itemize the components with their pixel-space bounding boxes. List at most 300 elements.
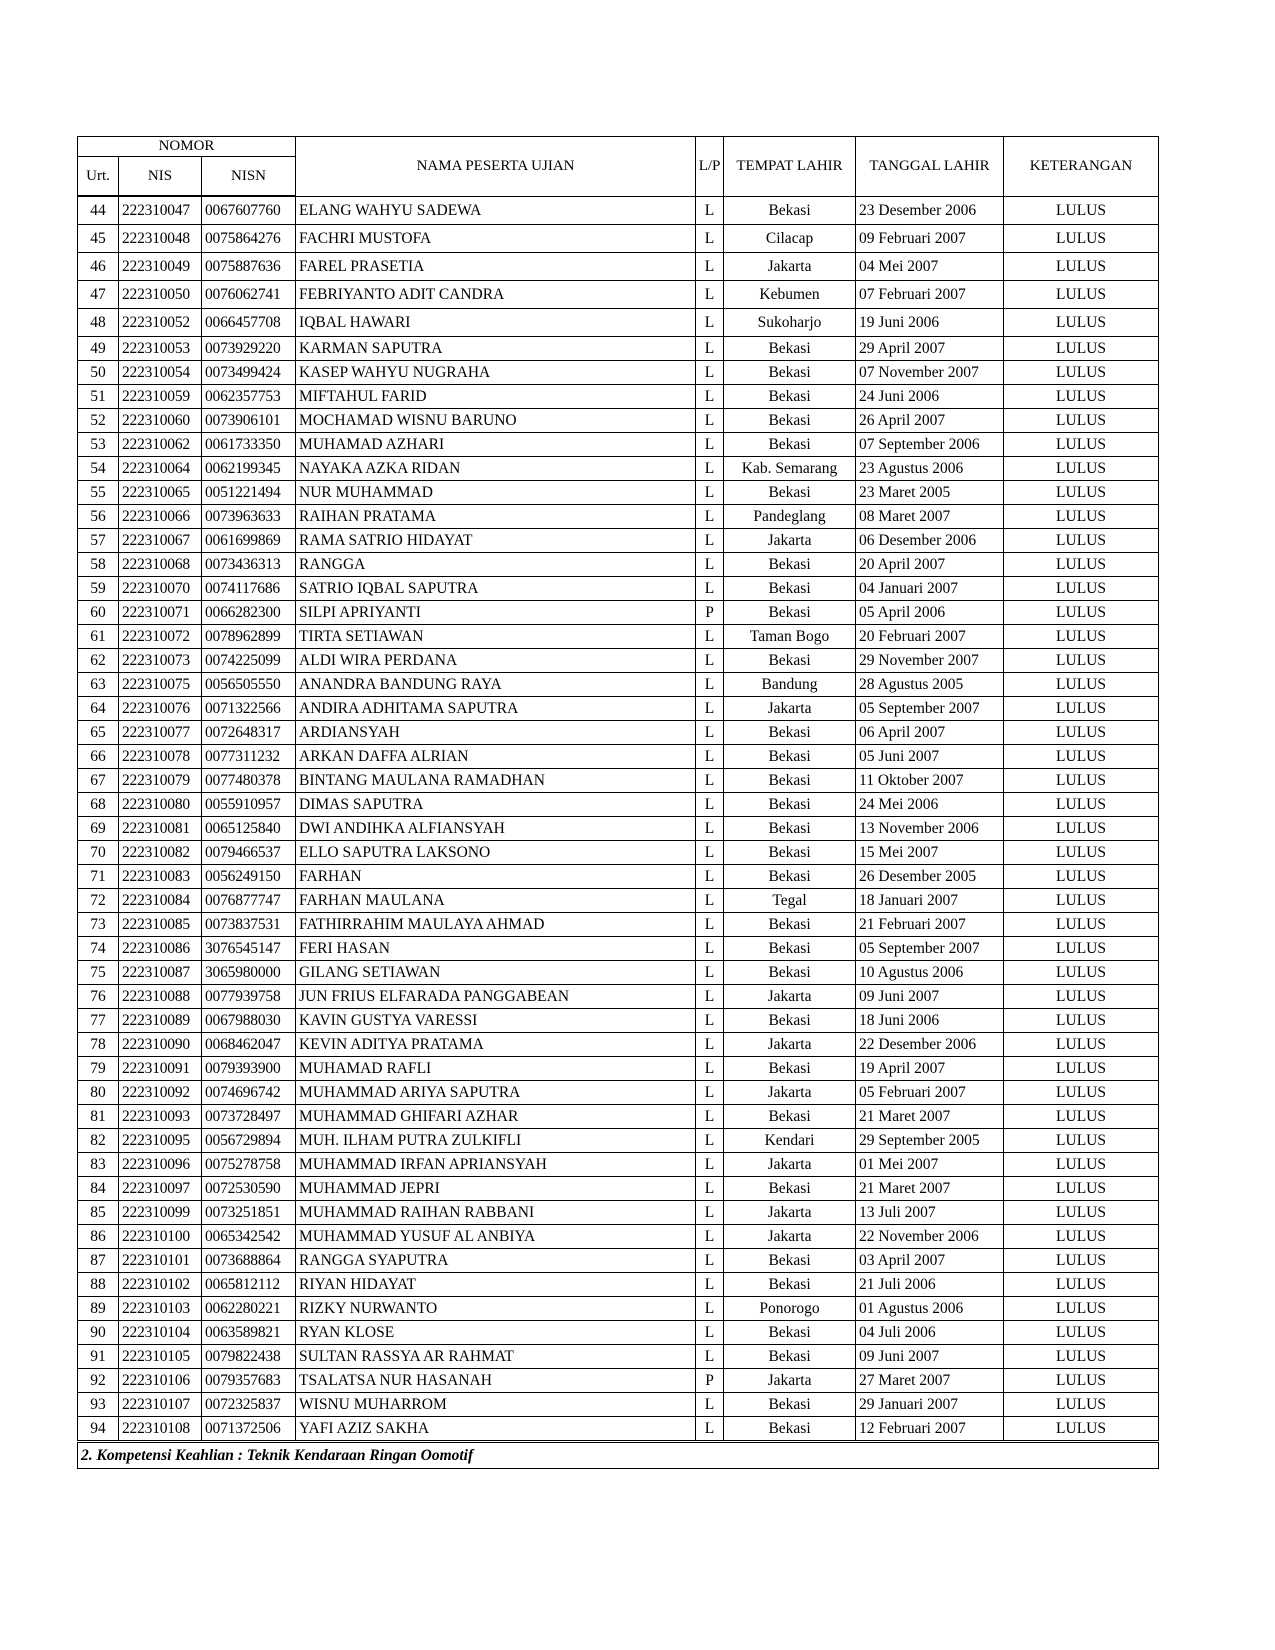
cell-tanggal-lahir: 28 Agustus 2005 — [856, 673, 1004, 697]
section-footer: 2. Kompetensi Keahlian : Teknik Kendaraan Ringan Oomotif — [78, 1442, 1159, 1469]
cell-nisn: 0073688864 — [202, 1249, 296, 1273]
cell-nis: 222310099 — [119, 1201, 202, 1225]
table-row — [78, 481, 1159, 505]
cell-urt: 94 — [78, 1417, 119, 1442]
cell-tanggal-lahir: 09 Juni 2007 — [856, 1345, 1004, 1369]
cell-nisn: 0073837531 — [202, 913, 296, 937]
cell-nama: MUHAMMAD IRFAN APRIANSYAH — [296, 1153, 696, 1177]
cell-nis: 222310102 — [119, 1273, 202, 1297]
table-row — [78, 385, 1159, 409]
cell-tempat-lahir: Bekasi — [724, 1321, 856, 1345]
cell-lp: L — [696, 1297, 724, 1321]
cell-nis: 222310048 — [119, 225, 202, 253]
cell-lp: L — [696, 1177, 724, 1201]
cell-keterangan: LULUS — [1004, 457, 1159, 481]
cell-nisn: 0066282300 — [202, 601, 296, 625]
cell-keterangan: LULUS — [1004, 253, 1159, 281]
cell-nis: 222310103 — [119, 1297, 202, 1321]
table-row — [78, 309, 1159, 337]
cell-tempat-lahir: Bekasi — [724, 1009, 856, 1033]
cell-keterangan: LULUS — [1004, 1321, 1159, 1345]
cell-urt: 77 — [78, 1009, 119, 1033]
cell-tanggal-lahir: 24 Mei 2006 — [856, 793, 1004, 817]
cell-tempat-lahir: Bekasi — [724, 481, 856, 505]
cell-keterangan: LULUS — [1004, 913, 1159, 937]
cell-tempat-lahir: Bekasi — [724, 649, 856, 673]
cell-keterangan: LULUS — [1004, 309, 1159, 337]
cell-keterangan: LULUS — [1004, 1225, 1159, 1249]
cell-nama: YAFI AZIZ SAKHA — [296, 1417, 696, 1442]
cell-nis: 222310086 — [119, 937, 202, 961]
cell-nis: 222310067 — [119, 529, 202, 553]
cell-nis: 222310090 — [119, 1033, 202, 1057]
cell-keterangan: LULUS — [1004, 1417, 1159, 1442]
cell-tanggal-lahir: 29 November 2007 — [856, 649, 1004, 673]
cell-urt: 67 — [78, 769, 119, 793]
cell-nisn: 0061699869 — [202, 529, 296, 553]
cell-nis: 222310049 — [119, 253, 202, 281]
cell-tempat-lahir: Bekasi — [724, 553, 856, 577]
cell-nisn: 0073436313 — [202, 553, 296, 577]
cell-tanggal-lahir: 23 Agustus 2006 — [856, 457, 1004, 481]
cell-keterangan: LULUS — [1004, 1129, 1159, 1153]
cell-keterangan: LULUS — [1004, 889, 1159, 913]
cell-keterangan: LULUS — [1004, 529, 1159, 553]
cell-keterangan: LULUS — [1004, 1105, 1159, 1129]
cell-tanggal-lahir: 19 April 2007 — [856, 1057, 1004, 1081]
cell-nis: 222310070 — [119, 577, 202, 601]
cell-urt: 78 — [78, 1033, 119, 1057]
cell-nama: MOCHAMAD WISNU BARUNO — [296, 409, 696, 433]
cell-tanggal-lahir: 18 Januari 2007 — [856, 889, 1004, 913]
cell-nisn: 0077939758 — [202, 985, 296, 1009]
cell-tanggal-lahir: 29 April 2007 — [856, 337, 1004, 361]
cell-keterangan: LULUS — [1004, 225, 1159, 253]
cell-nisn: 0076877747 — [202, 889, 296, 913]
cell-nisn: 0075278758 — [202, 1153, 296, 1177]
cell-nama: ARDIANSYAH — [296, 721, 696, 745]
cell-nis: 222310076 — [119, 697, 202, 721]
cell-nis: 222310071 — [119, 601, 202, 625]
cell-tempat-lahir: Bekasi — [724, 721, 856, 745]
table-row — [78, 937, 1159, 961]
cell-nisn: 0067988030 — [202, 1009, 296, 1033]
table-row — [78, 1033, 1159, 1057]
cell-nisn: 0079822438 — [202, 1345, 296, 1369]
table-row — [78, 1201, 1159, 1225]
cell-nis: 222310096 — [119, 1153, 202, 1177]
cell-tanggal-lahir: 09 Februari 2007 — [856, 225, 1004, 253]
cell-lp: L — [696, 1225, 724, 1249]
cell-tanggal-lahir: 11 Oktober 2007 — [856, 769, 1004, 793]
cell-nis: 222310092 — [119, 1081, 202, 1105]
cell-keterangan: LULUS — [1004, 625, 1159, 649]
cell-nisn: 0067607760 — [202, 196, 296, 225]
cell-lp: L — [696, 985, 724, 1009]
cell-nama: FARHAN MAULANA — [296, 889, 696, 913]
cell-tanggal-lahir: 07 September 2006 — [856, 433, 1004, 457]
cell-tempat-lahir: Pandeglang — [724, 505, 856, 529]
cell-tempat-lahir: Jakarta — [724, 1033, 856, 1057]
cell-tanggal-lahir: 22 Desember 2006 — [856, 1033, 1004, 1057]
cell-nama: TIRTA SETIAWAN — [296, 625, 696, 649]
cell-nisn: 0073499424 — [202, 361, 296, 385]
cell-tanggal-lahir: 06 Desember 2006 — [856, 529, 1004, 553]
cell-nis: 222310052 — [119, 309, 202, 337]
cell-nis: 222310107 — [119, 1393, 202, 1417]
cell-nisn: 0055910957 — [202, 793, 296, 817]
cell-keterangan: LULUS — [1004, 281, 1159, 309]
cell-nama: RANGGA — [296, 553, 696, 577]
cell-tanggal-lahir: 20 Februari 2007 — [856, 625, 1004, 649]
cell-nisn: 0073728497 — [202, 1105, 296, 1129]
cell-tempat-lahir: Bekasi — [724, 1249, 856, 1273]
cell-tanggal-lahir: 24 Juni 2006 — [856, 385, 1004, 409]
cell-nama: SULTAN RASSYA AR RAHMAT — [296, 1345, 696, 1369]
cell-keterangan: LULUS — [1004, 1057, 1159, 1081]
cell-tanggal-lahir: 04 Juli 2006 — [856, 1321, 1004, 1345]
cell-nis: 222310093 — [119, 1105, 202, 1129]
cell-nisn: 0075887636 — [202, 253, 296, 281]
cell-nama: FEBRIYANTO ADIT CANDRA — [296, 281, 696, 309]
cell-tempat-lahir: Bekasi — [724, 1417, 856, 1442]
cell-nis: 222310072 — [119, 625, 202, 649]
cell-nis: 222310089 — [119, 1009, 202, 1033]
cell-nisn: 0056729894 — [202, 1129, 296, 1153]
cell-urt: 79 — [78, 1057, 119, 1081]
cell-tempat-lahir: Jakarta — [724, 985, 856, 1009]
cell-nisn: 0066457708 — [202, 309, 296, 337]
table-row — [78, 1057, 1159, 1081]
cell-urt: 71 — [78, 865, 119, 889]
cell-nis: 222310084 — [119, 889, 202, 913]
cell-urt: 76 — [78, 985, 119, 1009]
cell-nisn: 0079393900 — [202, 1057, 296, 1081]
cell-lp: L — [696, 457, 724, 481]
header-nama: NAMA PESERTA UJIAN — [296, 137, 696, 197]
cell-urt: 91 — [78, 1345, 119, 1369]
cell-lp: L — [696, 937, 724, 961]
table-row — [78, 1225, 1159, 1249]
cell-urt: 89 — [78, 1297, 119, 1321]
cell-tanggal-lahir: 09 Juni 2007 — [856, 985, 1004, 1009]
cell-nama: ARKAN DAFFA ALRIAN — [296, 745, 696, 769]
cell-urt: 65 — [78, 721, 119, 745]
cell-tanggal-lahir: 21 Maret 2007 — [856, 1177, 1004, 1201]
cell-urt: 86 — [78, 1225, 119, 1249]
cell-nama: RAMA SATRIO HIDAYAT — [296, 529, 696, 553]
cell-nisn: 0074117686 — [202, 577, 296, 601]
table-row — [78, 1105, 1159, 1129]
cell-nama: KEVIN ADITYA PRATAMA — [296, 1033, 696, 1057]
table-row — [78, 1369, 1159, 1393]
cell-nis: 222310083 — [119, 865, 202, 889]
table-body — [78, 196, 1159, 1442]
table-row — [78, 1321, 1159, 1345]
cell-tempat-lahir: Bekasi — [724, 1273, 856, 1297]
table-row — [78, 1345, 1159, 1369]
cell-urt: 62 — [78, 649, 119, 673]
cell-tanggal-lahir: 23 Desember 2006 — [856, 196, 1004, 225]
table-row — [78, 1417, 1159, 1442]
cell-nis: 222310060 — [119, 409, 202, 433]
cell-lp: L — [696, 913, 724, 937]
cell-nisn: 0077480378 — [202, 769, 296, 793]
cell-lp: L — [696, 481, 724, 505]
cell-tempat-lahir: Bekasi — [724, 1057, 856, 1081]
cell-nama: KASEP WAHYU NUGRAHA — [296, 361, 696, 385]
cell-tempat-lahir: Jakarta — [724, 1201, 856, 1225]
cell-nisn: 0051221494 — [202, 481, 296, 505]
cell-nisn: 0071322566 — [202, 697, 296, 721]
cell-tempat-lahir: Bandung — [724, 673, 856, 697]
table-row — [78, 553, 1159, 577]
cell-keterangan: LULUS — [1004, 601, 1159, 625]
cell-nama: MUH. ILHAM PUTRA ZULKIFLI — [296, 1129, 696, 1153]
cell-tempat-lahir: Jakarta — [724, 529, 856, 553]
cell-tanggal-lahir: 26 Desember 2005 — [856, 865, 1004, 889]
cell-nis: 222310054 — [119, 361, 202, 385]
header-keterangan: KETERANGAN — [1004, 137, 1159, 197]
cell-nis: 222310081 — [119, 817, 202, 841]
table-row — [78, 817, 1159, 841]
cell-nama: FACHRI MUSTOFA — [296, 225, 696, 253]
cell-tempat-lahir: Bekasi — [724, 385, 856, 409]
cell-lp: L — [696, 961, 724, 985]
cell-tempat-lahir: Jakarta — [724, 1081, 856, 1105]
cell-keterangan: LULUS — [1004, 937, 1159, 961]
cell-tempat-lahir: Bekasi — [724, 937, 856, 961]
table-row — [78, 889, 1159, 913]
table-row — [78, 1129, 1159, 1153]
cell-nama: ELANG WAHYU SADEWA — [296, 196, 696, 225]
cell-keterangan: LULUS — [1004, 649, 1159, 673]
cell-tempat-lahir: Kab. Semarang — [724, 457, 856, 481]
cell-keterangan: LULUS — [1004, 985, 1159, 1009]
cell-nis: 222310073 — [119, 649, 202, 673]
cell-nama: MUHAMMAD ARIYA SAPUTRA — [296, 1081, 696, 1105]
cell-urt: 69 — [78, 817, 119, 841]
cell-lp: L — [696, 697, 724, 721]
cell-urt: 48 — [78, 309, 119, 337]
cell-tempat-lahir: Ponorogo — [724, 1297, 856, 1321]
cell-keterangan: LULUS — [1004, 505, 1159, 529]
cell-nisn: 0065125840 — [202, 817, 296, 841]
cell-urt: 73 — [78, 913, 119, 937]
cell-tanggal-lahir: 07 November 2007 — [856, 361, 1004, 385]
cell-urt: 58 — [78, 553, 119, 577]
cell-urt: 60 — [78, 601, 119, 625]
cell-urt: 90 — [78, 1321, 119, 1345]
table-row — [78, 196, 1159, 225]
cell-nama: RIYAN HIDAYAT — [296, 1273, 696, 1297]
cell-keterangan: LULUS — [1004, 697, 1159, 721]
cell-nisn: 0063589821 — [202, 1321, 296, 1345]
cell-nis: 222310100 — [119, 1225, 202, 1249]
cell-keterangan: LULUS — [1004, 577, 1159, 601]
cell-nama: MUHAMMAD YUSUF AL ANBIYA — [296, 1225, 696, 1249]
cell-nis: 222310079 — [119, 769, 202, 793]
cell-tempat-lahir: Bekasi — [724, 433, 856, 457]
cell-nisn: 0071372506 — [202, 1417, 296, 1442]
cell-keterangan: LULUS — [1004, 1297, 1159, 1321]
cell-nisn: 0065342542 — [202, 1225, 296, 1249]
cell-nisn: 0062280221 — [202, 1297, 296, 1321]
table-row — [78, 601, 1159, 625]
cell-nama: MUHAMMAD RAIHAN RABBANI — [296, 1201, 696, 1225]
cell-nisn: 0076062741 — [202, 281, 296, 309]
cell-tanggal-lahir: 21 Juli 2006 — [856, 1273, 1004, 1297]
cell-nama: RYAN KLOSE — [296, 1321, 696, 1345]
cell-lp: L — [696, 1033, 724, 1057]
cell-nisn: 0068462047 — [202, 1033, 296, 1057]
cell-urt: 74 — [78, 937, 119, 961]
table-row — [78, 505, 1159, 529]
cell-nis: 222310085 — [119, 913, 202, 937]
cell-lp: P — [696, 1369, 724, 1393]
cell-tempat-lahir: Kebumen — [724, 281, 856, 309]
cell-urt: 45 — [78, 225, 119, 253]
cell-lp: L — [696, 577, 724, 601]
cell-lp: L — [696, 196, 724, 225]
cell-urt: 56 — [78, 505, 119, 529]
cell-urt: 75 — [78, 961, 119, 985]
cell-urt: 72 — [78, 889, 119, 913]
cell-keterangan: LULUS — [1004, 385, 1159, 409]
table-row — [78, 769, 1159, 793]
cell-tempat-lahir: Taman Bogo — [724, 625, 856, 649]
cell-urt: 51 — [78, 385, 119, 409]
cell-nisn: 0074696742 — [202, 1081, 296, 1105]
graduation-table — [77, 136, 1159, 1469]
cell-tempat-lahir: Tegal — [724, 889, 856, 913]
cell-keterangan: LULUS — [1004, 433, 1159, 457]
cell-urt: 83 — [78, 1153, 119, 1177]
cell-tanggal-lahir: 18 Juni 2006 — [856, 1009, 1004, 1033]
cell-nis: 222310105 — [119, 1345, 202, 1369]
cell-nisn: 0079357683 — [202, 1369, 296, 1393]
cell-tanggal-lahir: 21 Februari 2007 — [856, 913, 1004, 937]
cell-urt: 63 — [78, 673, 119, 697]
cell-tempat-lahir: Jakarta — [724, 253, 856, 281]
cell-lp: L — [696, 1057, 724, 1081]
cell-lp: L — [696, 1081, 724, 1105]
cell-tempat-lahir: Bekasi — [724, 409, 856, 433]
cell-urt: 61 — [78, 625, 119, 649]
cell-nama: KAVIN GUSTYA VARESSI — [296, 1009, 696, 1033]
cell-keterangan: LULUS — [1004, 1177, 1159, 1201]
cell-nisn: 0072648317 — [202, 721, 296, 745]
cell-tempat-lahir: Sukoharjo — [724, 309, 856, 337]
cell-lp: L — [696, 1249, 724, 1273]
cell-lp: L — [696, 1345, 724, 1369]
cell-keterangan: LULUS — [1004, 841, 1159, 865]
cell-nama: WISNU MUHARROM — [296, 1393, 696, 1417]
cell-tempat-lahir: Bekasi — [724, 337, 856, 361]
cell-nisn: 0072325837 — [202, 1393, 296, 1417]
cell-urt: 85 — [78, 1201, 119, 1225]
cell-nisn: 0072530590 — [202, 1177, 296, 1201]
cell-urt: 70 — [78, 841, 119, 865]
cell-tanggal-lahir: 29 September 2005 — [856, 1129, 1004, 1153]
header-tanggal-lahir: TANGGAL LAHIR — [856, 137, 1004, 197]
cell-keterangan: LULUS — [1004, 1249, 1159, 1273]
cell-nama: MUHAMAD RAFLI — [296, 1057, 696, 1081]
cell-keterangan: LULUS — [1004, 961, 1159, 985]
cell-lp: L — [696, 225, 724, 253]
cell-nis: 222310064 — [119, 457, 202, 481]
cell-tanggal-lahir: 05 Februari 2007 — [856, 1081, 1004, 1105]
cell-nama: GILANG SETIAWAN — [296, 961, 696, 985]
cell-nis: 222310053 — [119, 337, 202, 361]
table-row — [78, 1177, 1159, 1201]
header-lp: L/P — [696, 137, 724, 197]
cell-urt: 92 — [78, 1369, 119, 1393]
table-row — [78, 253, 1159, 281]
table-row — [78, 1249, 1159, 1273]
cell-nama: SATRIO IQBAL SAPUTRA — [296, 577, 696, 601]
table-row — [78, 1393, 1159, 1417]
cell-tanggal-lahir: 26 April 2007 — [856, 409, 1004, 433]
cell-tanggal-lahir: 01 Mei 2007 — [856, 1153, 1004, 1177]
cell-nama: RAIHAN PRATAMA — [296, 505, 696, 529]
cell-lp: L — [696, 673, 724, 697]
cell-keterangan: LULUS — [1004, 1273, 1159, 1297]
header-tempat-lahir: TEMPAT LAHIR — [724, 137, 856, 197]
cell-nisn: 0062199345 — [202, 457, 296, 481]
cell-urt: 52 — [78, 409, 119, 433]
cell-tempat-lahir: Bekasi — [724, 817, 856, 841]
cell-keterangan: LULUS — [1004, 1345, 1159, 1369]
cell-urt: 49 — [78, 337, 119, 361]
cell-keterangan: LULUS — [1004, 409, 1159, 433]
table-row — [78, 337, 1159, 361]
cell-tempat-lahir: Jakarta — [724, 1153, 856, 1177]
cell-tempat-lahir: Bekasi — [724, 961, 856, 985]
cell-nis: 222310077 — [119, 721, 202, 745]
cell-tanggal-lahir: 13 November 2006 — [856, 817, 1004, 841]
table-row — [78, 625, 1159, 649]
table-row — [78, 721, 1159, 745]
cell-keterangan: LULUS — [1004, 1009, 1159, 1033]
table-row — [78, 457, 1159, 481]
cell-nisn: 0074225099 — [202, 649, 296, 673]
cell-nama: SILPI APRIYANTI — [296, 601, 696, 625]
cell-tanggal-lahir: 03 April 2007 — [856, 1249, 1004, 1273]
cell-lp: L — [696, 745, 724, 769]
cell-urt: 57 — [78, 529, 119, 553]
table-row — [78, 1153, 1159, 1177]
cell-urt: 84 — [78, 1177, 119, 1201]
cell-tanggal-lahir: 05 September 2007 — [856, 937, 1004, 961]
cell-tempat-lahir: Bekasi — [724, 361, 856, 385]
cell-lp: L — [696, 1273, 724, 1297]
cell-tempat-lahir: Bekasi — [724, 1105, 856, 1129]
cell-nisn: 3076545147 — [202, 937, 296, 961]
table-row — [78, 1297, 1159, 1321]
cell-lp: L — [696, 1393, 724, 1417]
cell-tempat-lahir: Jakarta — [724, 1369, 856, 1393]
cell-urt: 82 — [78, 1129, 119, 1153]
cell-urt: 46 — [78, 253, 119, 281]
cell-nis: 222310068 — [119, 553, 202, 577]
cell-lp: L — [696, 1201, 724, 1225]
cell-nama: FERI HASAN — [296, 937, 696, 961]
cell-tanggal-lahir: 05 April 2006 — [856, 601, 1004, 625]
cell-keterangan: LULUS — [1004, 817, 1159, 841]
cell-keterangan: LULUS — [1004, 745, 1159, 769]
cell-tanggal-lahir: 21 Maret 2007 — [856, 1105, 1004, 1129]
